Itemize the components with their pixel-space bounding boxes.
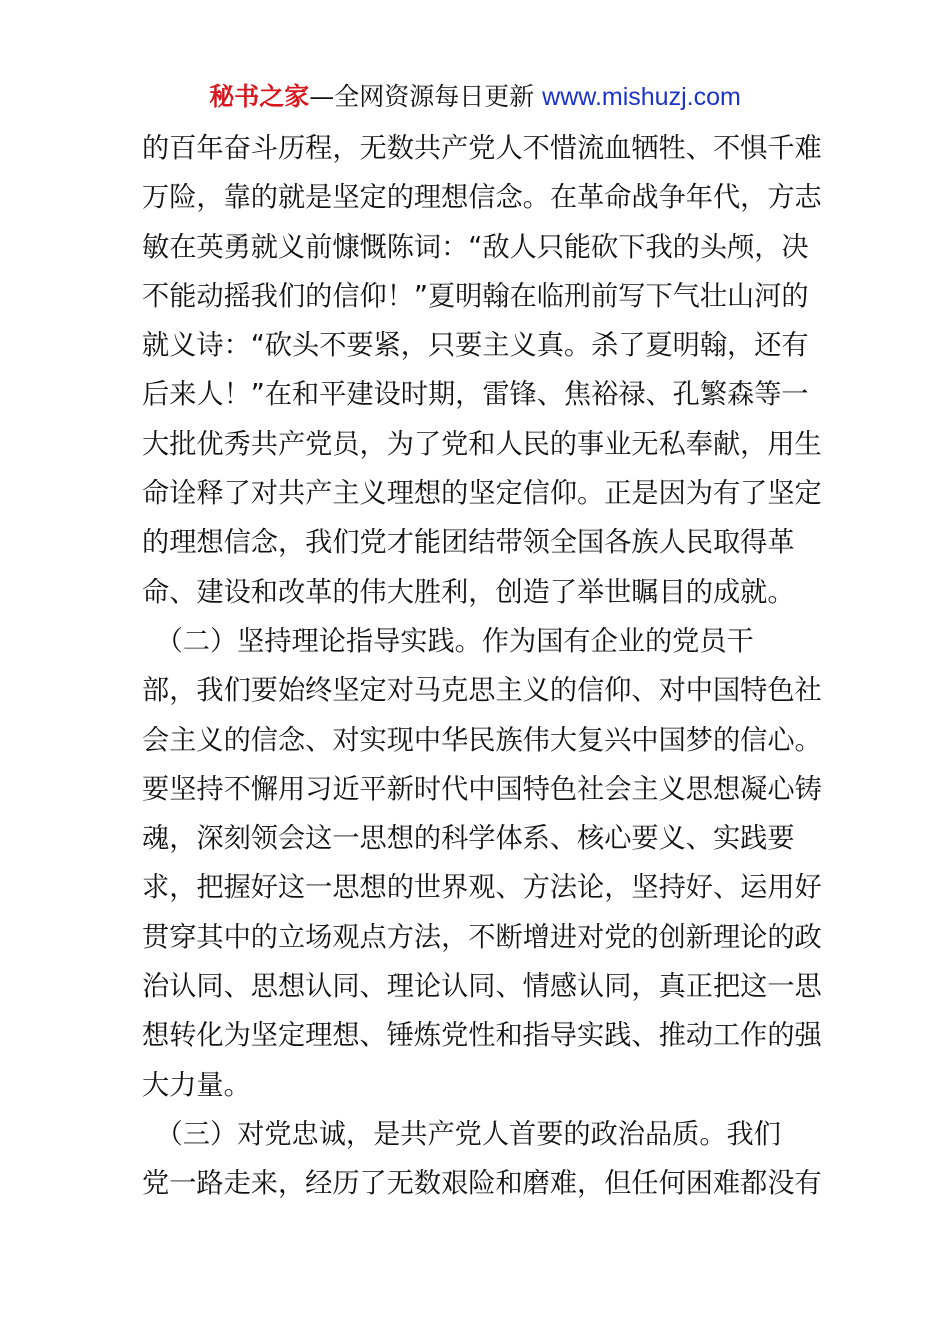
text-line: 治认同、思想认同、理论认同、情感认同，真正把这一思 (142, 971, 822, 1003)
text-line: 党一路走来，经历了无数艰险和磨难，但任何困难都没有 (142, 1168, 822, 1200)
text-line: 敏在英勇就义前慷慨陈词：“敌人只能砍下我的头颅，决 (142, 231, 809, 263)
text-line: 命、建设和改革的伟大胜利，创造了举世瞩目的成就。 (142, 576, 795, 608)
document-body (142, 124, 822, 1209)
text-line: 魂，深刻领会这一思想的科学体系、核心要义、实践要 (142, 823, 795, 855)
text-line: 大批优秀共产党员，为了党和人民的事业无私奉献，用生 (142, 428, 822, 460)
text-line: 部，我们要始终坚定对马克思主义的信仰、对中国特色社 (142, 675, 822, 707)
text-line: 后来人！”在和平建设时期，雷锋、焦裕禄、孔繁森等一 (142, 379, 809, 411)
text-line: 命诠释了对共产主义理想的坚定信仰。正是因为有了坚定 (142, 478, 822, 510)
text-line: 会主义的信念、对实现中华民族伟大复兴中国梦的信心。 (142, 724, 822, 756)
brand-name: 秘书之家 (209, 82, 310, 111)
text-line: 大力量。 (142, 1069, 251, 1101)
text-line: 就义诗：“砍头不要紧，只要主义真。杀了夏明翰，还有 (142, 330, 809, 362)
text-line: 的百年奋斗历程，无数共产党人不惜流血牺牲、不惧千难 (142, 133, 822, 164)
text-line: 不能动摇我们的信仰！”夏明翰在临刑前写下气壮山河的 (142, 280, 809, 312)
text-line: 贯穿其中的立场观点方法，不断增进对党的创新理论的政 (142, 921, 822, 953)
text-line: 万险，靠的就是坚定的理想信念。在革命战争年代，方志 (142, 182, 822, 214)
text-line: 求，把握好这一思想的世界观、方法论，坚持好、运用好 (142, 872, 822, 904)
text-line: 要坚持不懈用习近平新时代中国特色社会主义思想凝心铸 (142, 773, 822, 805)
text-line: 想转化为坚定理想、锤炼党性和指导实践、推动工作的强 (142, 1020, 822, 1052)
site-url-link[interactable]: www.mishuzj.com (542, 83, 741, 111)
section-heading-line: （三）对党忠诚，是共产党人首要的政治品质。我们 (142, 1118, 781, 1150)
section-heading-line: （二）坚持理论指导实践。作为国有企业的党员干 (142, 625, 754, 657)
header-tagline: —全网资源每日更新 (309, 82, 543, 111)
text-line: 的理想信念，我们党才能团结带领全国各族人民取得革 (142, 527, 795, 559)
page-header (0, 80, 950, 114)
